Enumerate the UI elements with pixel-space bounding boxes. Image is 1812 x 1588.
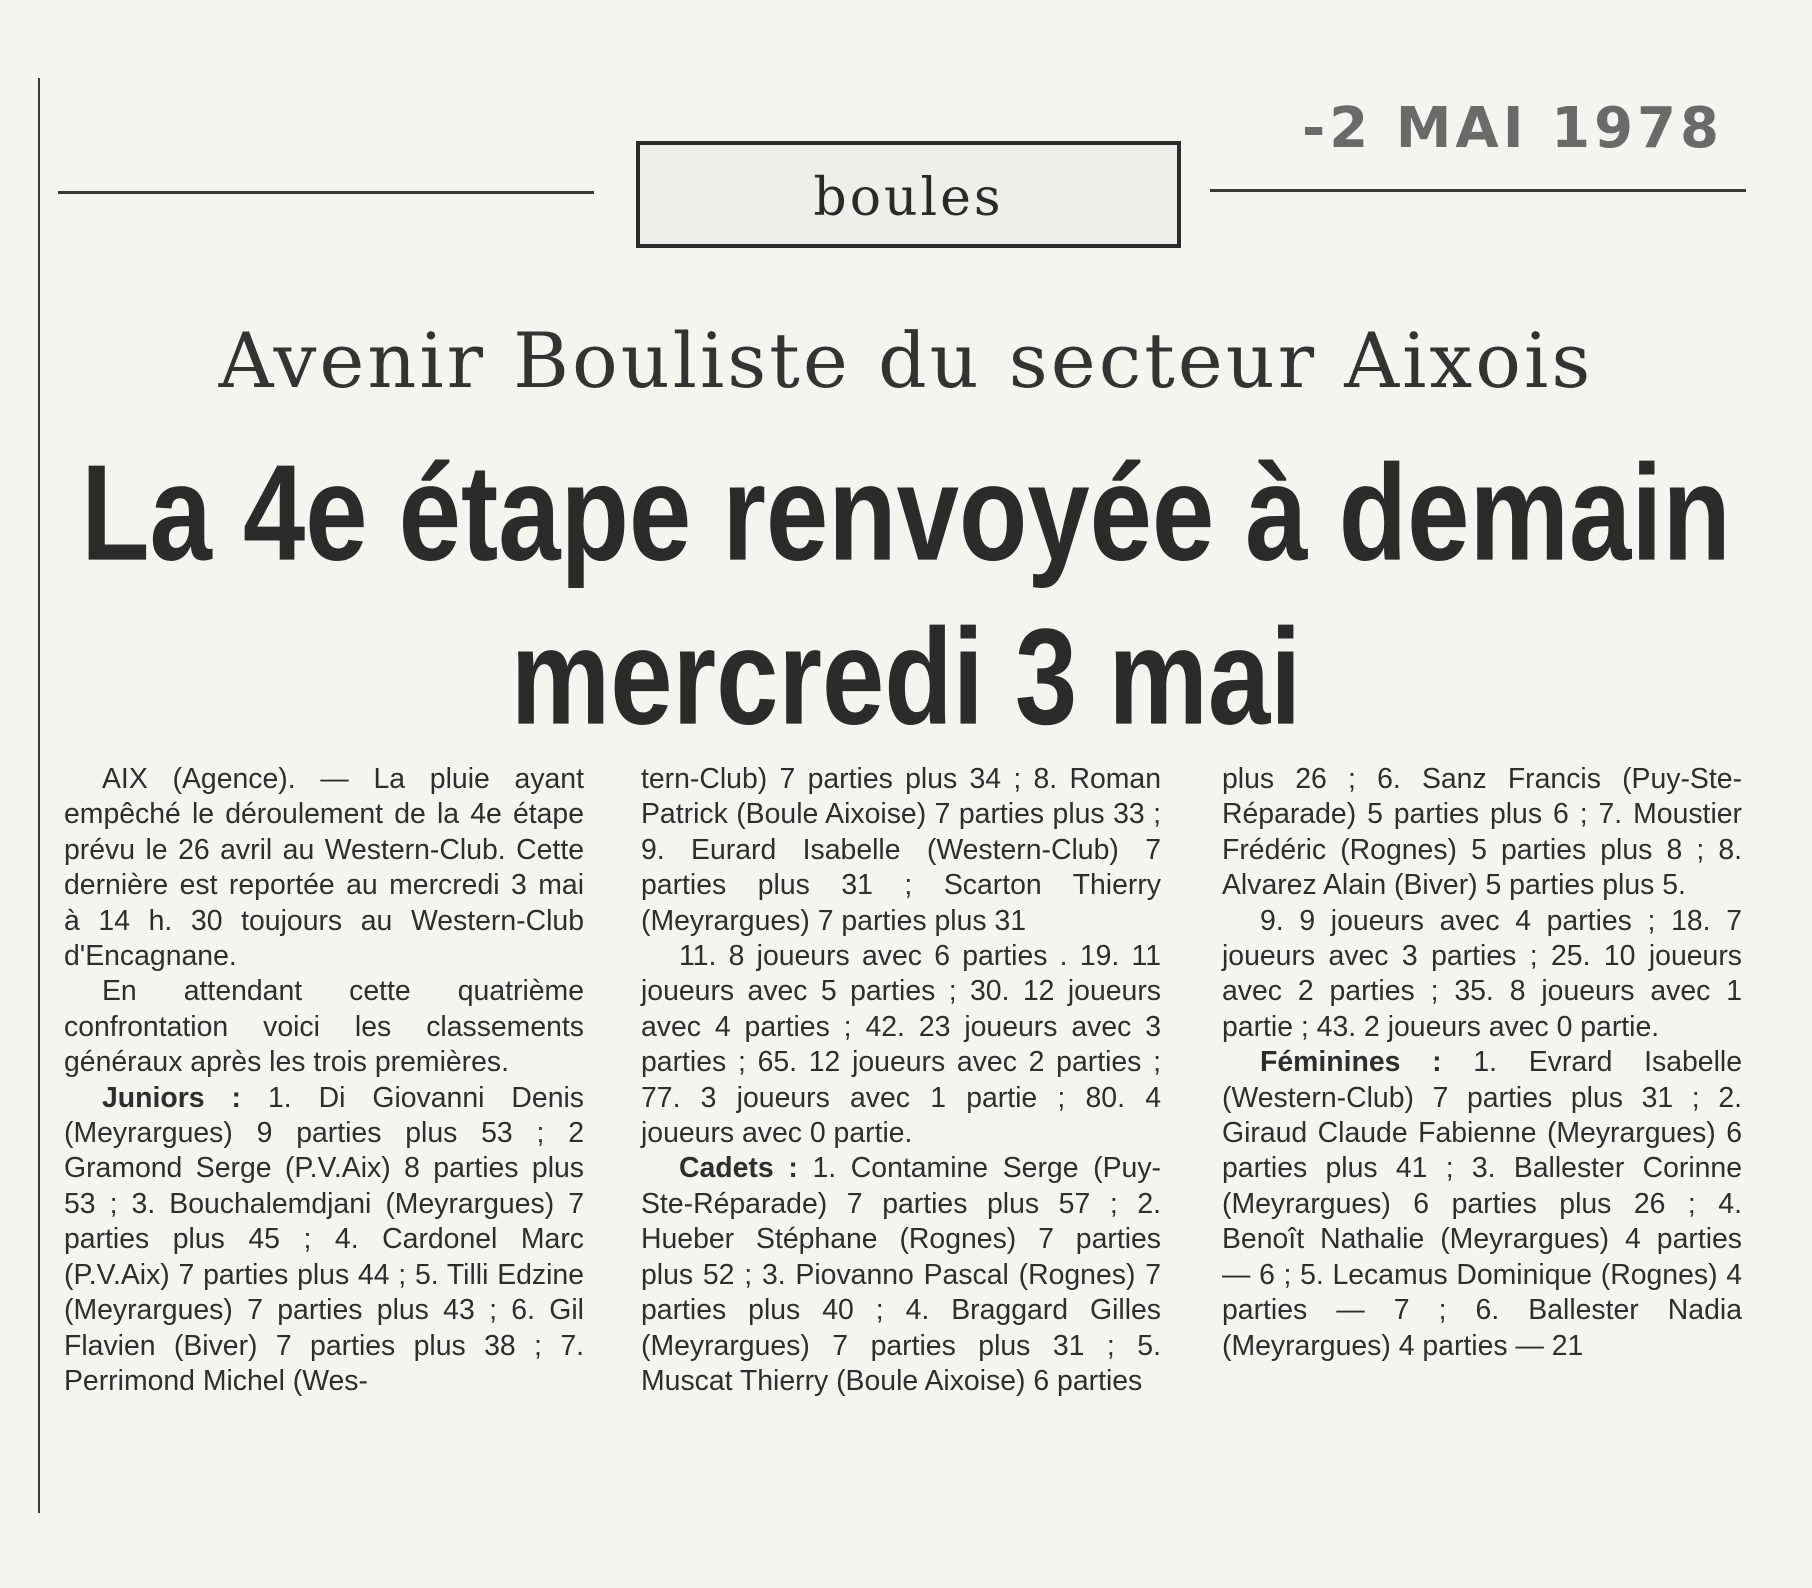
article-headline-line1: La 4e étape renvoyée à demain bbox=[81, 436, 1731, 589]
section-rule-left bbox=[58, 191, 594, 194]
column-1-paragraph-1: AIX (Agence). — La pluie ayant empêché le déroulement de la 4e étape prévu le 26 avril au Western-Club. Cette dernière est reportée au mercredi 3 mai à 14 h. 30 toujours au Western-Club d'Encagnane. bbox=[64, 763, 584, 973]
juniors-label: Juniors : bbox=[102, 1081, 241, 1114]
section-rule-right bbox=[1210, 189, 1746, 192]
date-stamp: -2 MAI 1978 bbox=[1302, 96, 1723, 161]
column-3-paragraph-3 bbox=[1222, 1045, 1742, 1364]
article-column-2 bbox=[641, 762, 1161, 1399]
left-margin-rule bbox=[38, 78, 40, 1513]
section-label: boules bbox=[813, 167, 1004, 228]
column-1-paragraph-3 bbox=[64, 1081, 584, 1400]
cadets-results: 1. Contamine Serge (Puy-Ste-Réparade) 7 parties plus 57 ; 2. Hueber Stéphane (Rognes) 7 parties plus 52 ; 3. Piovanno Pascal (Rognes) 7 parties plus 40 ; 4. Braggard Gilles (Meyrargues) 7 parties plus 31 ; 5. Muscat Thierry (Boule Aixoise) 6 parties bbox=[641, 1152, 1161, 1397]
column-2-paragraph-1: tern-Club) 7 parties plus 34 ; 8. Roman Patrick (Boule Aixoise) 7 parties plus 33 ; 9. Eurard Isabelle (Western-Club) 7 parties plus 31 ; Scarton Thierry (Meyrargues) 7 parties plus 31 bbox=[641, 763, 1161, 937]
article-subhead: Avenir Bouliste du secteur Aixois bbox=[218, 316, 1594, 405]
juniors-results: 1. Di Giovanni Denis (Meyrargues) 9 parties plus 53 ; 2 Gramond Serge (P.V.Aix) 8 parties plus 53 ; 3. Bouchalemdjani (Meyrargues) 7 parties plus 45 ; 4. Cardonel Marc (P.V.Aix) 7 parties plus 44 ; 5. Tilli Edzine (Meyrargues) 7 parties plus 43 ; 6. Gil Flavien (Biver) 7 parties plus 38 ; 7. Perrimond Michel (Wes- bbox=[64, 1081, 584, 1397]
column-2-paragraph-2: 11. 8 joueurs avec 6 parties . 19. 11 joueurs avec 5 parties ; 30. 12 joueurs avec 4 parties ; 42. 23 joueurs avec 3 parties ; 65. 12 joueurs avec 2 parties ; 77. 3 joueurs avec 1 partie ; 80. 4 joueurs avec 0 partie. bbox=[641, 940, 1161, 1150]
feminines-label: Féminines : bbox=[1260, 1046, 1442, 1079]
column-2-paragraph-3 bbox=[641, 1151, 1161, 1399]
section-label-box bbox=[636, 141, 1181, 248]
article-headline-line2: mercredi 3 mai bbox=[510, 600, 1302, 753]
column-3-paragraph-2: 9. 9 joueurs avec 4 parties ; 18. 7 joueurs avec 3 parties ; 25. 10 joueurs avec 2 parties ; 35. 8 joueurs avec 1 partie ; 43. 2 joueurs avec 0 partie. bbox=[1222, 904, 1742, 1043]
article-column-1 bbox=[64, 762, 584, 1399]
article-column-3 bbox=[1222, 762, 1742, 1364]
cadets-label: Cadets : bbox=[679, 1152, 798, 1185]
column-1-paragraph-2: En attendant cette quatrième confrontation voici les classements généraux après les trois premières. bbox=[64, 975, 584, 1079]
column-3-paragraph-1: plus 26 ; 6. Sanz Francis (Puy-Ste-Réparade) 5 parties plus 6 ; 7. Moustier Frédéric (Rognes) 5 parties plus 8 ; 8. Alvarez Alain (Biver) 5 parties plus 5. bbox=[1222, 763, 1742, 902]
feminines-results: 1. Evrard Isabelle (Western-Club) 7 parties plus 31 ; 2. Giraud Claude Fabienne (Meyrargues) 6 parties plus 41 ; 3. Ballester Corinne (Meyrargues) 6 parties plus 26 ; 4. Benoît Nathalie (Meyrargues) 4 parties — 6 ; 5. Lecamus Dominique (Rognes) 4 parties — 7 ; 6. Ballester Nadia (Meyrargues) 4 parties — 21 bbox=[1222, 1046, 1742, 1362]
